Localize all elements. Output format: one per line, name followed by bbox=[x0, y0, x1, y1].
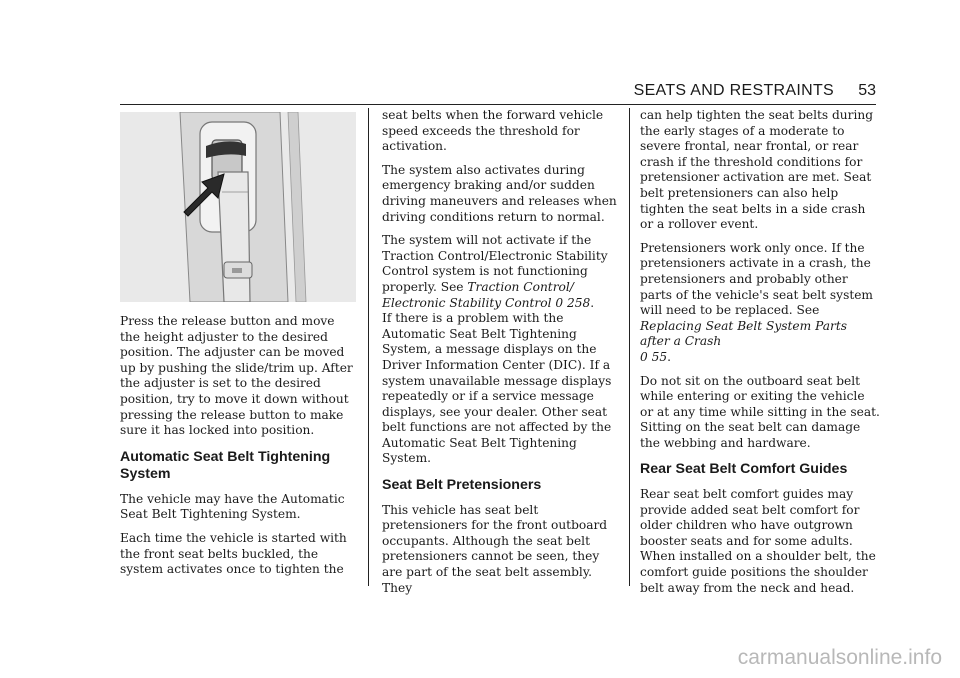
paragraph bbox=[640, 241, 880, 366]
heading-rear-seat-belt-comfort-guides: Rear Seat Belt Comfort Guides bbox=[640, 461, 848, 478]
paragraph: If there is a problem with the Automatic Seat Belt Tightening System, a message displays on the Driver Information Center (DIC). If a system unavailable message displays repeatedly or if a service message displays, see your dealer. Other seat belt functions are not affected by the Automatic Seat Belt Tightening System. bbox=[382, 311, 612, 466]
paragraph: This vehicle has seat belt pretensioners for the front outboard occupants. Although the seat belt pretensioners cannot be seen, they are part of the seat belt assembly. They bbox=[382, 502, 608, 595]
column-3 bbox=[640, 108, 880, 604]
paragraph: Each time the vehicle is started with the front seat belts buckled, the system activates once to tighten the bbox=[120, 530, 347, 577]
column-1 bbox=[120, 108, 358, 586]
watermark: carmanualsonline.info bbox=[737, 646, 942, 669]
paragraph: Press the release button and move the height adjuster to the desired position. The adjuster can be moved up by pushing the slide/trim up. After the adjuster is set to the desired position, try to move it down without pressing the release button to make sure it has locked into position. bbox=[120, 314, 353, 438]
column-2 bbox=[382, 108, 618, 604]
seat-belt-adjuster-drawing bbox=[120, 112, 356, 302]
paragraph bbox=[382, 233, 618, 311]
paragraph: The vehicle may have the Automatic Seat Belt Tightening System. bbox=[120, 491, 345, 522]
height-adjuster-illustration bbox=[120, 112, 356, 302]
cross-reference-link[interactable]: Traction Control/ Electronic Stability Control bbox=[382, 279, 574, 310]
paragraph: can help tighten the seat belts during the early stages of a moderate to severe frontal, near frontal, or rear crash if the threshold conditions for pretensioner activation are met. Seat belt pretensioners can also help tighten the seat belts in a side crash or a rollover event. bbox=[640, 108, 874, 232]
page-reference[interactable]: 0 55 bbox=[640, 349, 668, 364]
page-number: 53 bbox=[858, 82, 876, 99]
paragraph: Do not sit on the outboard seat belt while entering or exiting the vehicle or at any time while sitting in the seat. Sitting on the seat belt can damage the webbing and hardware. bbox=[640, 373, 880, 450]
paragraph: seat belts when the forward vehicle speed exceeds the threshold for activation. bbox=[382, 108, 604, 154]
column-divider bbox=[368, 108, 369, 586]
period: . bbox=[590, 295, 595, 310]
cross-reference-link[interactable]: Replacing Seat Belt System Parts after a Crash bbox=[640, 318, 847, 349]
paragraph-text: The system will not activate if the Traction Control/Electronic Stability Control system is not functioning properly. See bbox=[382, 233, 608, 294]
paragraph: The system also activates during emergency braking and/or sudden driving maneuvers and releases when driving conditions return to normal. bbox=[382, 162, 617, 224]
paragraph-text: Pretensioners work only once. If the pretensioners activate in a crash, the pretensioners and probably other parts of the vehicle's seat belt system will need to be replaced. See bbox=[640, 240, 873, 318]
page-header bbox=[120, 80, 876, 105]
column-divider bbox=[629, 108, 630, 586]
page-reference[interactable]: 0 258 bbox=[555, 295, 591, 310]
paragraph: Rear seat belt comfort guides may provide added seat belt comfort for older children who have outgrown booster seats and for some adults. When installed on a shoulder belt, the comfort guide positions the shoulder belt away from the neck and head. bbox=[640, 486, 876, 595]
section-title: SEATS AND RESTRAINTS bbox=[633, 82, 834, 99]
period: . bbox=[667, 349, 672, 364]
heading-seat-belt-pretensioners: Seat Belt Pretensioners bbox=[382, 477, 542, 494]
heading-automatic-seat-belt-tightening: Automatic Seat Belt Tightening System bbox=[120, 448, 331, 483]
